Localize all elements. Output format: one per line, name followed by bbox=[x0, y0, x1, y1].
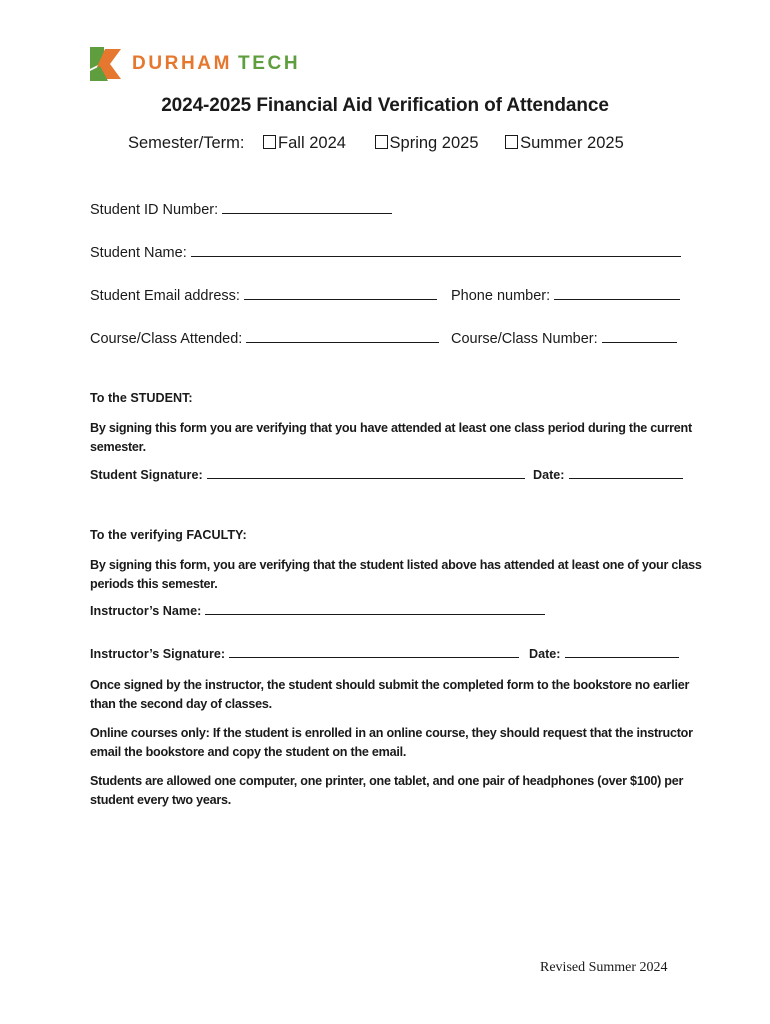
student-signature-line[interactable] bbox=[207, 468, 525, 479]
instructor-signature-line[interactable] bbox=[229, 647, 519, 658]
durham-tech-logo bbox=[88, 44, 300, 84]
course-attended-label: Course/Class Attended: bbox=[90, 331, 243, 347]
student-section-heading: To the STUDENT: bbox=[90, 391, 193, 405]
term-selector bbox=[128, 134, 624, 153]
checkbox-icon[interactable] bbox=[505, 135, 518, 149]
phone-line[interactable] bbox=[554, 287, 680, 300]
instructor-name-label: Instructor’s Name: bbox=[90, 604, 202, 618]
email-line[interactable] bbox=[244, 287, 437, 300]
course-number-line[interactable] bbox=[602, 330, 677, 343]
course-number-field[interactable] bbox=[451, 330, 677, 347]
student-name-field[interactable] bbox=[90, 244, 681, 261]
note-bookstore-submission: Once signed by the instructor, the student should submit the completed form to the bookstore no earlier than the second day of classes. bbox=[90, 678, 690, 711]
checkbox-icon[interactable] bbox=[263, 135, 276, 149]
logo-mark-icon bbox=[88, 45, 122, 83]
student-id-line[interactable] bbox=[222, 201, 392, 214]
student-date-line[interactable] bbox=[569, 468, 683, 479]
student-id-label: Student ID Number: bbox=[90, 202, 219, 218]
note-device-allowance: Students are allowed one computer, one printer, one tablet, and one pair of headphones (over $100) per student every two years. bbox=[90, 774, 684, 807]
instructor-date-label: Date: bbox=[529, 647, 561, 661]
email-label: Student Email address: bbox=[90, 288, 240, 304]
faculty-section-text: By signing this form, you are verifying that the student listed above has attended at least one of your class periods this semester. bbox=[90, 558, 702, 591]
logo-word-durham: DURHAM bbox=[132, 53, 233, 74]
logo-word-tech: TECH bbox=[238, 53, 301, 74]
instructor-name-line[interactable] bbox=[205, 604, 545, 615]
student-id-field[interactable] bbox=[90, 201, 392, 218]
note-online-courses: Online courses only: If the student is enrolled in an online course, they should request that the instructor email the bookstore and copy the student on the email. bbox=[90, 726, 693, 759]
page-title: 2024-2025 Financial Aid Verification of Attendance bbox=[161, 95, 609, 116]
email-field[interactable] bbox=[90, 287, 437, 304]
instructor-date-line[interactable] bbox=[565, 647, 679, 658]
revision-note: Revised Summer 2024 bbox=[540, 960, 668, 975]
course-attended-field[interactable] bbox=[90, 330, 439, 347]
term-option-summer[interactable]: Summer 2025 bbox=[505, 134, 624, 153]
term-label: Semester/Term: bbox=[128, 134, 245, 152]
course-attended-line[interactable] bbox=[246, 330, 439, 343]
phone-label: Phone number: bbox=[451, 288, 551, 304]
logo-wordmark bbox=[132, 53, 300, 75]
instructor-signature-field[interactable] bbox=[90, 647, 519, 661]
term-option-spring[interactable]: Spring 2025 bbox=[375, 134, 479, 153]
student-name-line[interactable] bbox=[191, 244, 681, 257]
student-signature-field[interactable] bbox=[90, 468, 525, 482]
student-signature-label: Student Signature: bbox=[90, 468, 203, 482]
student-section-text: By signing this form you are verifying that you have attended at least one class period during the current semester. bbox=[90, 421, 692, 454]
course-number-label: Course/Class Number: bbox=[451, 331, 598, 347]
phone-field[interactable] bbox=[451, 287, 680, 304]
checkbox-icon[interactable] bbox=[375, 135, 388, 149]
instructor-date-field[interactable] bbox=[529, 647, 679, 661]
student-name-label: Student Name: bbox=[90, 245, 187, 261]
term-option-fall[interactable]: Fall 2024 bbox=[263, 134, 346, 153]
student-date-label: Date: bbox=[533, 468, 565, 482]
instructor-name-field[interactable] bbox=[90, 604, 545, 618]
faculty-section-heading: To the verifying FACULTY: bbox=[90, 528, 247, 542]
student-date-field[interactable] bbox=[533, 468, 683, 482]
instructor-signature-label: Instructor’s Signature: bbox=[90, 647, 226, 661]
